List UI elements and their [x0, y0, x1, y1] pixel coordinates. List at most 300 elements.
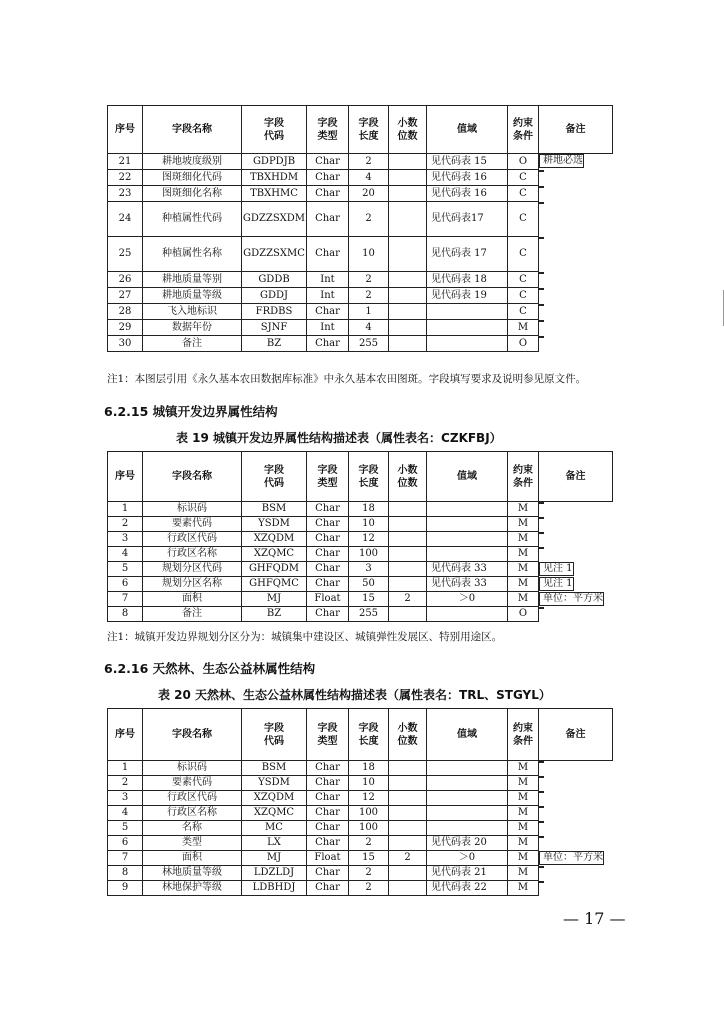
cell-length: 2 [349, 881, 389, 896]
cell-code: MC [242, 821, 307, 836]
cell-name: 图斑细化名称 [143, 186, 242, 202]
cell-seq: 1 [108, 502, 143, 517]
cell-seq: 8 [108, 866, 143, 881]
cell-domain: ＞0 [427, 851, 508, 866]
cell-seq: 9 [108, 881, 143, 896]
cell-type: Char [307, 776, 349, 791]
cell-code: BSM [242, 502, 307, 517]
cell-type: Char [307, 502, 349, 517]
cell-code: YSDM [242, 776, 307, 791]
header-seq: 序号 [108, 452, 143, 502]
cell-name: 行政区代码 [143, 532, 242, 547]
cell-constraint: M [508, 836, 539, 851]
cell-domain [427, 547, 508, 562]
cell-name: 标识码 [143, 761, 242, 776]
cell-type: Char [307, 866, 349, 881]
table-19-urban-boundary [107, 451, 613, 622]
table-row [108, 532, 613, 547]
cell-length: 100 [349, 547, 389, 562]
cell-domain: 见代码表 19 [427, 288, 508, 304]
cell-seq: 5 [108, 562, 143, 577]
cell-name: 行政区名称 [143, 547, 242, 562]
cell-length: 15 [349, 851, 389, 866]
cell-decimals [389, 502, 427, 517]
cell-constraint: O [508, 607, 539, 622]
header-constraint: 约束条件 [508, 106, 539, 154]
header-field-length: 字段长度 [349, 452, 389, 502]
cell-length: 100 [349, 821, 389, 836]
cell-length: 2 [349, 202, 389, 237]
table-row [108, 272, 613, 288]
cell-type: Char [307, 791, 349, 806]
header-field-type: 字段类型 [307, 452, 349, 502]
table-row [108, 577, 613, 592]
cell-type: Float [307, 592, 349, 607]
cell-decimals [389, 836, 427, 851]
cell-domain [427, 821, 508, 836]
cell-decimals [389, 202, 427, 237]
cell-constraint: M [508, 761, 539, 776]
cell-name: 规划分区名称 [143, 577, 242, 592]
cell-domain [427, 806, 508, 821]
cell-constraint: M [508, 592, 539, 607]
cell-seq: 4 [108, 806, 143, 821]
cell-domain: 见代码表 17 [427, 237, 508, 272]
cell-code: GDDJ [242, 288, 307, 304]
table-row [108, 806, 613, 821]
cell-decimals [389, 320, 427, 336]
cell-domain: 见代码表 18 [427, 272, 508, 288]
header-field-type: 字段类型 [307, 709, 349, 761]
cell-type: Char [307, 517, 349, 532]
cell-type: Float [307, 851, 349, 866]
cell-constraint: M [508, 866, 539, 881]
cell-decimals [389, 170, 427, 186]
cell-type: Char [307, 836, 349, 851]
cell-decimals [389, 562, 427, 577]
cell-remark [539, 202, 544, 204]
header-seq: 序号 [108, 106, 143, 154]
cell-seq: 2 [108, 517, 143, 532]
cell-seq: 24 [108, 202, 143, 237]
cell-constraint: M [508, 776, 539, 791]
cell-seq: 22 [108, 170, 143, 186]
table-row [108, 202, 613, 237]
cell-seq: 7 [108, 592, 143, 607]
cell-remark [539, 170, 544, 172]
cell-remark: 见注 1 [539, 577, 574, 591]
cell-seq: 29 [108, 320, 143, 336]
table-row [108, 851, 613, 866]
cell-constraint: C [508, 272, 539, 288]
cell-code: YSDM [242, 517, 307, 532]
cell-code: LX [242, 836, 307, 851]
cell-name: 行政区代码 [143, 791, 242, 806]
cell-constraint: M [508, 547, 539, 562]
cell-type: Char [307, 547, 349, 562]
cell-code: GDZZSXDM [242, 202, 307, 237]
cell-length: 4 [349, 320, 389, 336]
cell-decimals [389, 517, 427, 532]
cell-code: XZQDM [242, 532, 307, 547]
cell-seq: 7 [108, 851, 143, 866]
cell-code: XZQMC [242, 806, 307, 821]
header-seq: 序号 [108, 709, 143, 761]
header-field-type: 字段类型 [307, 106, 349, 154]
table-row [108, 547, 613, 562]
header-remark: 备注 [539, 452, 613, 502]
cell-name: 标识码 [143, 502, 242, 517]
header-constraint: 约束条件 [508, 452, 539, 502]
cell-length: 50 [349, 577, 389, 592]
cell-decimals: 2 [389, 592, 427, 607]
cell-constraint: M [508, 821, 539, 836]
cell-domain: 见代码表 21 [427, 866, 508, 881]
cell-decimals [389, 577, 427, 592]
cell-remark [539, 272, 544, 274]
table-row [108, 761, 613, 776]
cell-decimals [389, 237, 427, 272]
cell-seq: 30 [108, 336, 143, 352]
table-row [108, 607, 613, 622]
cell-code: GHFQMC [242, 577, 307, 592]
cell-length: 1 [349, 304, 389, 320]
cell-domain: ＞0 [427, 592, 508, 607]
cell-type: Char [307, 577, 349, 592]
cell-length: 255 [349, 607, 389, 622]
section-heading-6-2-15: 6.2.15 城镇开发边界属性结构 [104, 404, 278, 419]
cell-code: BZ [242, 607, 307, 622]
table-row [108, 154, 613, 170]
cell-seq: 5 [108, 821, 143, 836]
table-row [108, 502, 613, 517]
cell-constraint: M [508, 806, 539, 821]
cell-seq: 23 [108, 186, 143, 202]
header-field-code: 字段代码 [242, 709, 307, 761]
cell-domain [427, 517, 508, 532]
cell-code: GDDB [242, 272, 307, 288]
cell-domain: 见代码表 22 [427, 881, 508, 896]
cell-decimals [389, 532, 427, 547]
cell-name: 备注 [143, 336, 242, 352]
cell-code: TBXHDM [242, 170, 307, 186]
cell-constraint: M [508, 851, 539, 866]
cell-remark: 耕地必选 [539, 154, 584, 168]
cell-name: 数据年份 [143, 320, 242, 336]
cell-domain [427, 791, 508, 806]
cell-seq: 1 [108, 761, 143, 776]
table-row [108, 237, 613, 272]
cell-type: Char [307, 304, 349, 320]
header-constraint: 约束条件 [508, 709, 539, 761]
cell-type: Char [307, 336, 349, 352]
header-domain: 值域 [427, 709, 508, 761]
cell-constraint: C [508, 304, 539, 320]
header-field-name: 字段名称 [143, 452, 242, 502]
cell-seq: 27 [108, 288, 143, 304]
cell-decimals [389, 186, 427, 202]
cell-type: Int [307, 320, 349, 336]
cell-code: MJ [242, 851, 307, 866]
cell-domain [427, 532, 508, 547]
cell-remark [539, 532, 544, 534]
cell-seq: 28 [108, 304, 143, 320]
cell-remark [539, 288, 544, 290]
cell-constraint: C [508, 237, 539, 272]
header-remark: 备注 [539, 106, 613, 154]
cell-type: Char [307, 821, 349, 836]
cell-type: Int [307, 288, 349, 304]
cell-remark: 见注 1 [539, 562, 574, 576]
cell-code: SJNF [242, 320, 307, 336]
cell-code: LDZLDJ [242, 866, 307, 881]
cell-code: GDZZSXMC [242, 237, 307, 272]
cell-domain: 见代码表 33 [427, 562, 508, 577]
cell-decimals [389, 154, 427, 170]
cell-length: 12 [349, 791, 389, 806]
cell-type: Char [307, 607, 349, 622]
cell-constraint: O [508, 154, 539, 170]
header-domain: 值域 [427, 106, 508, 154]
cell-length: 255 [349, 336, 389, 352]
table-row [108, 517, 613, 532]
cell-type: Char [307, 881, 349, 896]
cell-name: 行政区名称 [143, 806, 242, 821]
cell-length: 12 [349, 532, 389, 547]
cell-decimals [389, 866, 427, 881]
header-field-length: 字段长度 [349, 709, 389, 761]
cell-constraint: M [508, 577, 539, 592]
cell-seq: 6 [108, 836, 143, 851]
cell-length: 10 [349, 776, 389, 791]
cell-seq: 21 [108, 154, 143, 170]
cell-remark [539, 304, 544, 306]
cell-name: 面积 [143, 592, 242, 607]
cell-domain: 见代码表 15 [427, 154, 508, 170]
cell-name: 面积 [143, 851, 242, 866]
cell-length: 2 [349, 836, 389, 851]
table-header-row [108, 106, 613, 154]
cell-remark [539, 836, 544, 838]
cell-name: 图斑细化代码 [143, 170, 242, 186]
cell-name: 耕地质量等级 [143, 288, 242, 304]
cell-seq: 2 [108, 776, 143, 791]
cell-seq: 4 [108, 547, 143, 562]
header-field-code: 字段代码 [242, 452, 307, 502]
cell-seq: 8 [108, 607, 143, 622]
table-row [108, 791, 613, 806]
cell-name: 种植属性代码 [143, 202, 242, 237]
cell-name: 备注 [143, 607, 242, 622]
table-row [108, 304, 613, 320]
cell-name: 耕地坡度级别 [143, 154, 242, 170]
table-header-row [108, 452, 613, 502]
cell-code: TBXHMC [242, 186, 307, 202]
cell-type: Char [307, 562, 349, 577]
cell-length: 2 [349, 272, 389, 288]
cell-code: MJ [242, 592, 307, 607]
cell-remark [539, 547, 544, 549]
table-row [108, 866, 613, 881]
cell-type: Int [307, 272, 349, 288]
cell-domain [427, 761, 508, 776]
cell-remark [539, 866, 544, 868]
page-number: — 17 — [563, 909, 626, 928]
cell-remark [539, 502, 544, 504]
cell-seq: 6 [108, 577, 143, 592]
cell-code: GHFQDM [242, 562, 307, 577]
cell-constraint: C [508, 186, 539, 202]
cell-length: 20 [349, 186, 389, 202]
cell-remark [539, 237, 544, 239]
cell-constraint: M [508, 881, 539, 896]
cell-remark [539, 881, 544, 883]
cell-decimals [389, 607, 427, 622]
cell-length: 2 [349, 288, 389, 304]
cell-decimals [389, 761, 427, 776]
cell-domain: 见代码表 16 [427, 186, 508, 202]
cell-remark [539, 336, 544, 338]
header-field-code: 字段代码 [242, 106, 307, 154]
cell-decimals [389, 821, 427, 836]
cell-decimals [389, 791, 427, 806]
cell-seq: 25 [108, 237, 143, 272]
cell-type: Char [307, 237, 349, 272]
cell-domain [427, 320, 508, 336]
cell-domain [427, 304, 508, 320]
cell-decimals [389, 806, 427, 821]
table-row [108, 186, 613, 202]
cell-decimals [389, 304, 427, 320]
header-field-name: 字段名称 [143, 106, 242, 154]
cell-remark [539, 821, 544, 823]
table-row [108, 881, 613, 896]
cell-constraint: M [508, 320, 539, 336]
cell-domain [427, 607, 508, 622]
cell-domain: 见代码表 33 [427, 577, 508, 592]
cell-decimals [389, 881, 427, 896]
table-19-caption: 表 19 城镇开发边界属性结构描述表（属性表名：CZKFBJ） [176, 431, 502, 445]
cell-remark [539, 791, 544, 793]
cell-constraint: C [508, 202, 539, 237]
table-row [108, 320, 613, 336]
cell-code: BZ [242, 336, 307, 352]
cell-constraint: M [508, 562, 539, 577]
cell-remark [539, 806, 544, 808]
cell-constraint: C [508, 288, 539, 304]
cell-name: 要素代码 [143, 776, 242, 791]
cell-decimals: 2 [389, 851, 427, 866]
cell-constraint: M [508, 517, 539, 532]
cell-type: Char [307, 761, 349, 776]
cell-code: XZQDM [242, 791, 307, 806]
cell-domain: 见代码表 20 [427, 836, 508, 851]
cell-length: 15 [349, 592, 389, 607]
cell-name: 耕地质量等别 [143, 272, 242, 288]
table-row [108, 170, 613, 186]
header-domain: 值域 [427, 452, 508, 502]
cell-name: 种植属性名称 [143, 237, 242, 272]
cell-constraint: M [508, 791, 539, 806]
header-decimals: 小数位数 [389, 709, 427, 761]
table-row [108, 562, 613, 577]
attribute-table-continued [107, 105, 613, 352]
cell-domain [427, 502, 508, 517]
cell-domain: 见代码表 16 [427, 170, 508, 186]
cell-remark [539, 186, 544, 188]
cell-name: 类型 [143, 836, 242, 851]
table-header-row [108, 709, 613, 761]
cell-length: 18 [349, 761, 389, 776]
table-row [108, 776, 613, 791]
cell-constraint: C [508, 170, 539, 186]
cell-domain [427, 336, 508, 352]
table-row [108, 288, 613, 304]
cell-remark: 单位：平方米 [539, 592, 604, 606]
cell-decimals [389, 547, 427, 562]
cell-code: LDBHDJ [242, 881, 307, 896]
table-row [108, 836, 613, 851]
cell-domain: 见代码表17 [427, 202, 508, 237]
cell-remark [539, 607, 544, 609]
cell-name: 规划分区代码 [143, 562, 242, 577]
cell-seq: 3 [108, 532, 143, 547]
table-row [108, 821, 613, 836]
table-row [108, 336, 613, 352]
cell-length: 100 [349, 806, 389, 821]
header-decimals: 小数位数 [389, 452, 427, 502]
header-remark: 备注 [539, 709, 613, 761]
cell-constraint: M [508, 502, 539, 517]
cell-length: 2 [349, 866, 389, 881]
cell-type: Char [307, 170, 349, 186]
cell-type: Char [307, 154, 349, 170]
cell-type: Char [307, 186, 349, 202]
cell-code: FRDBS [242, 304, 307, 320]
table-20-forest [107, 708, 613, 896]
cell-remark [539, 776, 544, 778]
cell-decimals [389, 776, 427, 791]
cell-code: BSM [242, 761, 307, 776]
cell-decimals [389, 272, 427, 288]
cell-decimals [389, 336, 427, 352]
cell-length: 4 [349, 170, 389, 186]
cell-type: Char [307, 806, 349, 821]
header-field-length: 字段长度 [349, 106, 389, 154]
cell-length: 10 [349, 517, 389, 532]
cell-type: Char [307, 202, 349, 237]
cell-remark [539, 517, 544, 519]
table-a-footnote: 注1：本图层引用《永久基本农田数据库标准》中永久基本农田图斑。字段填写要求及说明参见原文件。 [107, 373, 587, 385]
cell-domain [427, 776, 508, 791]
header-field-name: 字段名称 [143, 709, 242, 761]
cell-seq: 3 [108, 791, 143, 806]
table-row [108, 592, 613, 607]
cell-length: 2 [349, 154, 389, 170]
cell-seq: 26 [108, 272, 143, 288]
section-heading-6-2-16: 6.2.16 天然林、生态公益林属性结构 [104, 661, 316, 676]
table-19-footnote: 注1：城镇开发边界规划分区分为：城镇集中建设区、城镇弹性发展区、特别用途区。 [107, 631, 503, 643]
cell-remark [539, 761, 544, 763]
header-decimals: 小数位数 [389, 106, 427, 154]
cell-length: 18 [349, 502, 389, 517]
cell-constraint: M [508, 532, 539, 547]
cell-name: 飞入地标识 [143, 304, 242, 320]
cell-length: 3 [349, 562, 389, 577]
cell-code: XZQMC [242, 547, 307, 562]
cell-decimals [389, 288, 427, 304]
cell-constraint: O [508, 336, 539, 352]
